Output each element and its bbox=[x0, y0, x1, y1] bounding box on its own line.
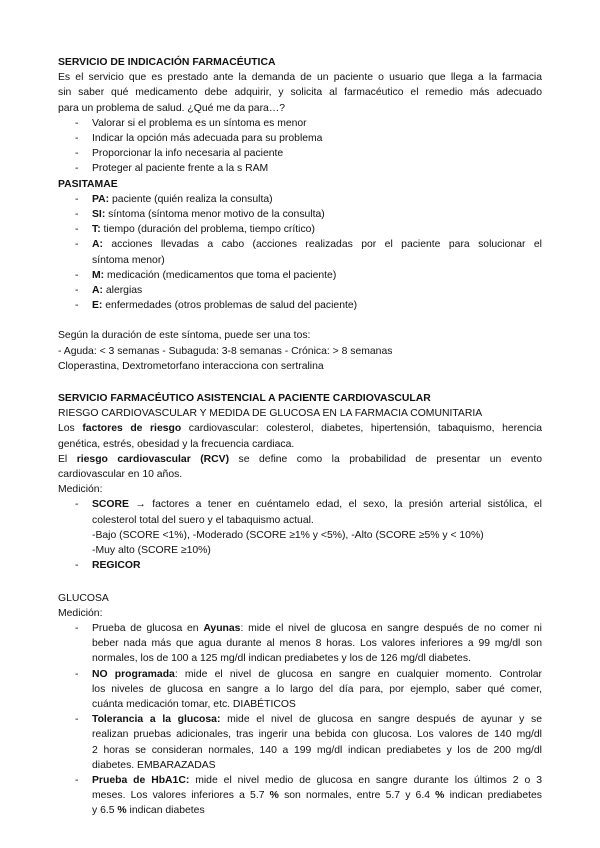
paragraph-line: El riesgo cardiovascular (RCV) se define como la probabilidad de presentar un evento bbox=[58, 453, 542, 465]
list-item bbox=[58, 268, 542, 283]
list-item: - Prueba de glucosa en Ayunas: mide el nivel de glucosa en sangre después de no comer ni beber nada más que agua durante al menos 8 horas. Los valores inferiores a 99 mg/dl son normales, los de 100 a 125 mg/dl indican prediabetes y los de 126 mg/dl diabetes. bbox=[58, 621, 542, 667]
bold-term: Ayunas bbox=[203, 622, 241, 634]
definition: síntoma (síntoma menor motivo de la consulta) bbox=[105, 209, 325, 221]
paragraph-line: Según la duración de este síntoma, puede ser una tos: bbox=[58, 330, 311, 342]
list-item bbox=[58, 207, 542, 222]
paragraph-line: Medición: bbox=[58, 607, 103, 619]
definition: paciente (quién realiza la consulta) bbox=[109, 193, 273, 205]
bold-term: SCORE bbox=[92, 499, 129, 511]
section-subtitle: RIESGO CARDIOVASCULAR Y MEDIDA DE GLUCOSA EN LA FARMACIA COMUNITARIA bbox=[58, 408, 483, 420]
list-item: - Tolerancia a la glucosa: mide el nivel de glucosa en sangre después de ayunar y se realizan pruebas adicionales, tras ingerir una bebida con glucosa. Los valores de 140 mg/dl 2 horas se consideran normales, 140 a 199 mg/dl indican prediabetes y los de 200 mg/dl diabetes. EMBARAZADAS bbox=[58, 712, 542, 773]
list-item: - SCORE → factores a tener en cuéntamelo edad, el sexo, la presión arterial sistólica, el colesterol total del suero y el tabaquismo actual. -Bajo (SCORE <1%), -Moderado (SCORE ≥1% y <5%), -Alto (SCORE ≥5% y < 10%) -Muy alto (SCORE ≥10%) bbox=[58, 497, 542, 558]
bold-term: Tolerancia a la glucosa: bbox=[92, 714, 221, 726]
list-item bbox=[58, 192, 542, 207]
definition: tiempo (duración del problema, tiempo crítico) bbox=[100, 224, 315, 236]
section-title-cardiovascular: SERVICIO FARMACÉUTICO ASISTENCIAL A PACIENTE CARDIOVASCULAR bbox=[58, 393, 431, 405]
term: SI: bbox=[92, 209, 106, 221]
glucosa-list bbox=[58, 621, 542, 819]
list-item: - Proporcionar la info necesaria al paciente bbox=[58, 146, 542, 161]
list-item: - Prueba de HbA1C: mide el nivel medio de glucosa en sangre durante los últimos 2 o 3 meses. Los valores inferiores a 5.7 % son normales, entre 5.7 y 6.4 % indican prediabetes y 6.5 % indican diabetes bbox=[58, 773, 542, 819]
list-item: - NO programada: mide el nivel de glucosa en sangre en cualquier momento. Controlar los niveles de glucosa en sangre a lo largo del día para, por ejemplo, saber qué comer, cuánta medicación tomar, etc. DIABÉTICOS bbox=[58, 667, 542, 713]
cardio-medicion-list bbox=[58, 497, 542, 573]
bold-term: riesgo cardiovascular (RCV) bbox=[76, 453, 230, 465]
paragraph-line: cardiovascular en 10 años. bbox=[58, 469, 183, 481]
list-item bbox=[58, 283, 542, 298]
paragraph-line: Medición: bbox=[58, 484, 103, 496]
definition: acciones llevadas a cabo (acciones realizadas por el paciente para solucionar el bbox=[102, 239, 542, 251]
definition: alergias bbox=[102, 285, 143, 297]
term: E: bbox=[92, 300, 103, 312]
pasitamae-title: PASITAMAE bbox=[58, 178, 118, 190]
indicacion-list bbox=[58, 116, 542, 177]
bold-term: Prueba de HbA1C: bbox=[92, 774, 190, 786]
term: M: bbox=[92, 269, 105, 281]
definition: enfermedades (otros problemas de salud del paciente) bbox=[102, 300, 358, 312]
definition: medicación (medicamentos que toma el paciente) bbox=[104, 269, 337, 281]
pasitamae-list bbox=[58, 192, 542, 314]
list-item: - Valorar si el problema es un síntoma es menor bbox=[58, 116, 542, 131]
list-item bbox=[58, 237, 542, 267]
list-item: - Proteger al paciente frente a la s RAM bbox=[58, 161, 542, 176]
paragraph-line: Los factores de riesgo cardiovascular: colesterol, diabetes, hipertensión, tabaquismo, herencia bbox=[58, 423, 542, 435]
section-title-glucosa: GLUCOSA bbox=[58, 592, 109, 604]
list-item bbox=[58, 222, 542, 237]
paragraph-line: Cloperastina, Dextrometorfano interacciona con sertralina bbox=[58, 360, 324, 372]
bold-term: factores de riesgo bbox=[82, 423, 182, 435]
section-title-indicacion: SERVICIO DE INDICACIÓN FARMACÉUTICA bbox=[58, 57, 276, 68]
paragraph-line: genética, estrés, obesidad y la frecuencia cardiaca. bbox=[58, 438, 295, 450]
paragraph-line: Es el servicio que es prestado ante la demanda de un paciente o usuario que llega a la farmacia bbox=[58, 72, 542, 84]
term: A: bbox=[92, 239, 103, 251]
bold-term: REGICOR bbox=[92, 560, 141, 572]
term: T: bbox=[92, 224, 101, 236]
definition-continued: síntoma menor) bbox=[92, 254, 165, 266]
paragraph-line: - Aguda: < 3 semanas - Subaguda: 3-8 semanas - Crónica: > 8 semanas bbox=[58, 345, 393, 357]
list-item bbox=[58, 558, 542, 573]
list-item bbox=[58, 298, 542, 313]
list-item: - Indicar la opción más adecuada para su problema bbox=[58, 131, 542, 146]
term: A: bbox=[92, 285, 103, 297]
bold-term: NO programada bbox=[92, 668, 175, 680]
paragraph-line: para un problema de salud. ¿Qué me da para…? bbox=[58, 102, 285, 114]
document-page bbox=[58, 55, 542, 819]
term: PA: bbox=[92, 193, 110, 205]
paragraph-line: sin saber qué medicamento debe adquirir, y solicita al farmacéutico el remedio más adecuado bbox=[58, 87, 542, 99]
